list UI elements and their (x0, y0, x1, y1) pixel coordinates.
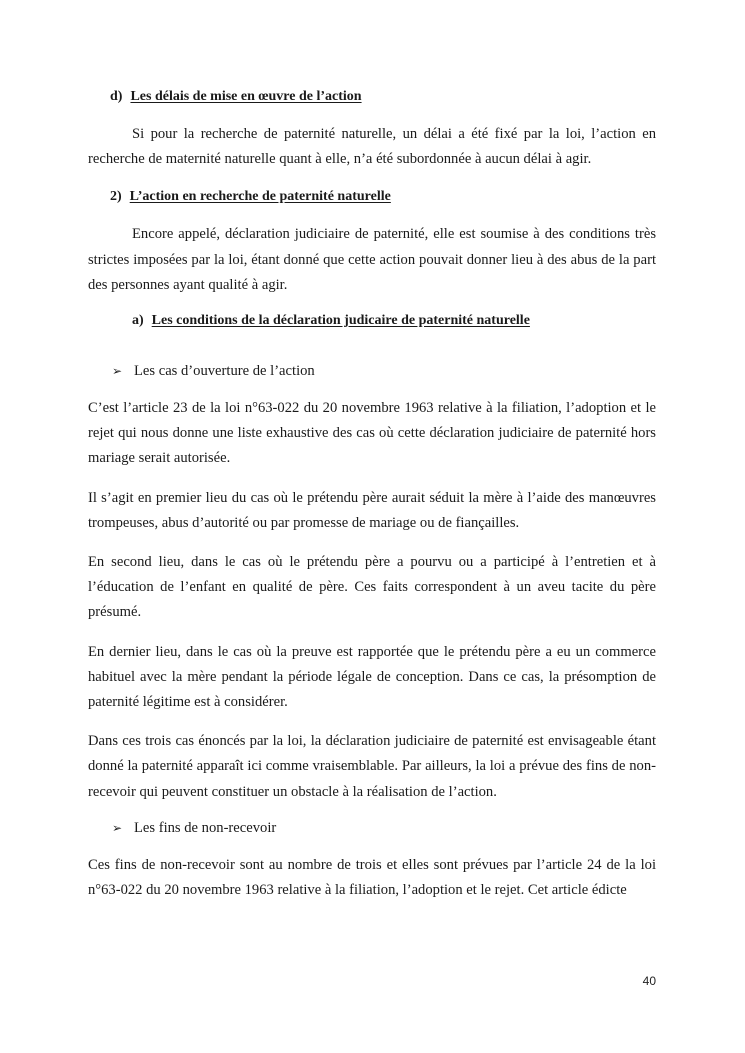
bullet-text: Les cas d’ouverture de l’action (134, 363, 315, 380)
heading-number: 2) (110, 189, 122, 205)
heading-title: L’action en recherche de paternité naturelle (129, 189, 391, 205)
page-number: 40 (642, 974, 656, 988)
arrow-bullet-icon: ➢ (112, 364, 123, 379)
paragraph: Encore appelé, déclaration judiciaire de paternité, elle est soumise à des conditions très strictes imposées par la loi, étant donné que cette action pouvait donner lieu à des abus de la part des personnes ayant qualité à agir. (88, 226, 656, 293)
paragraph: Dans ces trois cas énoncés par la loi, la déclaration judiciaire de paternité est envisageable étant donné la paternité apparaît ici comme vraisemblable. Par ailleurs, la loi a prévue des fins de non-recevoir qui peuvent constituer un obstacle à la réalisation de l’action. (88, 733, 656, 800)
heading-number: d) (110, 89, 123, 104)
arrow-bullet-icon: ➢ (112, 820, 123, 835)
heading-title: Les conditions de la déclaration judicaire de paternité naturelle (151, 313, 530, 329)
paragraph: C’est l’article 23 de la loi n°63-022 du 20 novembre 1963 relative à la filiation, l’adoption et le rejet qui nous donne une liste exhaustive des cas où cette déclaration judiciaire de paternité hors mariage serait autorisée. (88, 400, 656, 467)
paragraph: En second lieu, dans le cas où le prétendu père a pourvu ou a participé à l’entretien et à l’éducation de l’enfant en qualité de père. Ces faits correspondent à un aveu tacite du père présumé. (88, 554, 656, 621)
page-content (88, 86, 656, 903)
heading-number: a) (132, 313, 144, 329)
paragraph: Si pour la recherche de paternité naturelle, un délai a été fixé par la loi, l’action en recherche de maternité naturelle quant à elle, n’a été subordonnée à aucun délai à agir. (88, 126, 656, 168)
bullet-item (88, 817, 656, 839)
paragraph: Ces fins de non-recevoir sont au nombre de trois et elles sont prévues par l’article 24 de la loi n°63-022 du 20 novembre 1963 relative à la filiation, l’adoption et le rejet. Cet article édicte (88, 856, 656, 899)
bullet-text: Les fins de non-recevoir (134, 819, 277, 836)
heading-section-2 (88, 186, 656, 208)
heading-section-a (88, 310, 656, 332)
heading-title: Les délais de mise en œuvre de l’action (130, 89, 362, 104)
paragraph: Il s’agit en premier lieu du cas où le prétendu père aurait séduit la mère à l’aide des manœuvres trompeuses, abus d’autorité ou par promesse de mariage ou de fiançailles. (88, 489, 656, 531)
heading-section-d (88, 86, 656, 108)
bullet-item (88, 360, 656, 382)
paragraph: En dernier lieu, dans le cas où la preuve est rapportée que le prétendu père a eu un commerce habituel avec la mère pendant la période légale de conception. Dans ce cas, la présomption de paternité légitime est à considérer. (88, 643, 656, 711)
